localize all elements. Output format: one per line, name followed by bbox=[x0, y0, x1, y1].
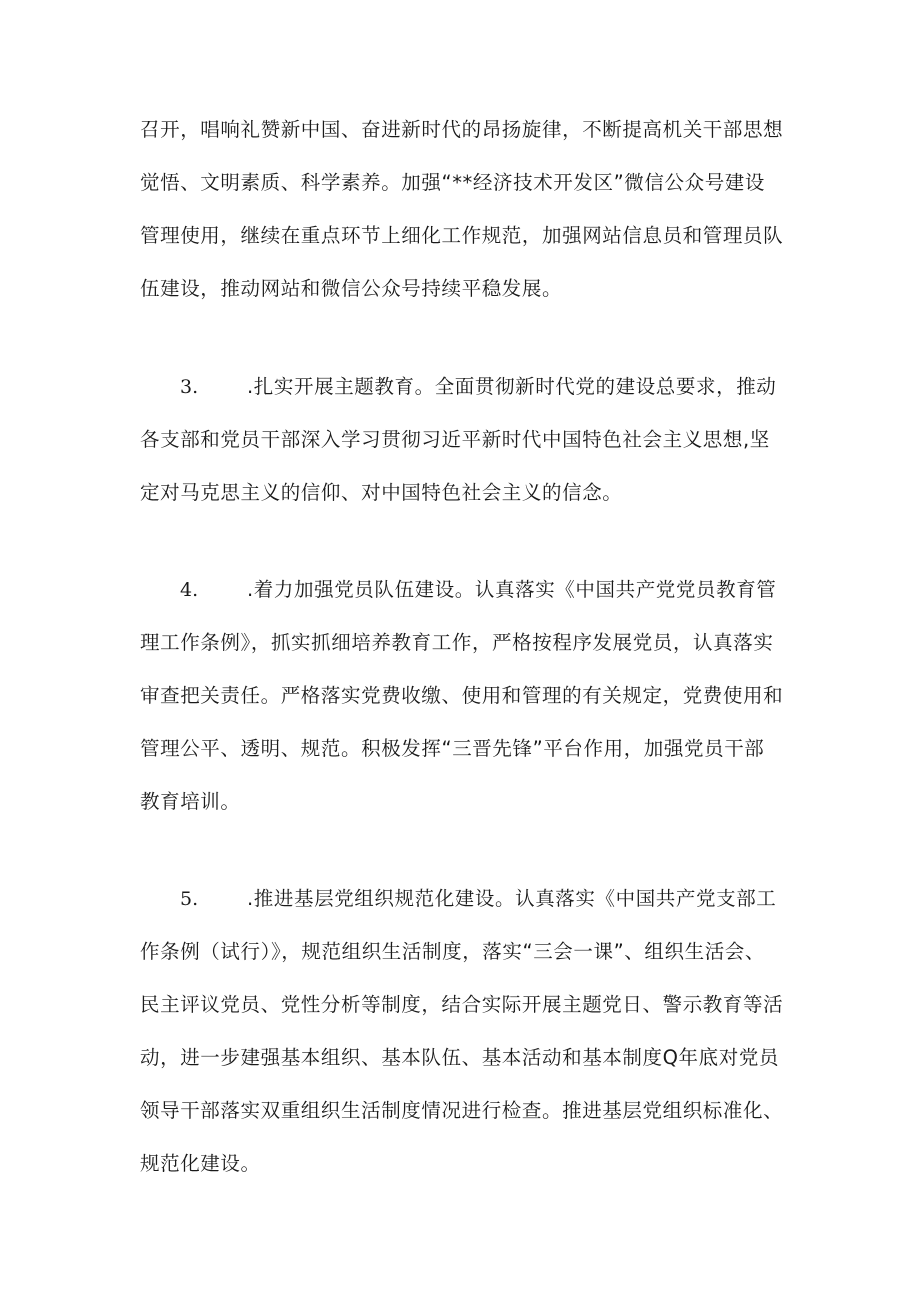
item-heading-line: .扎实开展主题教育。全面贯彻新时代党的建设总要求，推动 bbox=[247, 375, 777, 398]
paragraph-line: 教育培训。 bbox=[140, 790, 241, 813]
paragraph-line: 作条例（试行）》，规范组织生活制度，落实“三会一课”、组织生活会、 bbox=[140, 940, 766, 963]
paragraph-line: 领导干部落实双重组织生活制度情况进行检查。推进基层党组织标准化、 bbox=[140, 1099, 784, 1122]
paragraph-line: 民主评议党员、党性分析等制度，结合实际开展主题党日、警示教育等活 bbox=[140, 993, 784, 1016]
item-number: 4. bbox=[180, 579, 199, 601]
item-heading-line: .着力加强党员队伍建设。认真落实《中国共产党党员教育管 bbox=[247, 578, 777, 601]
paragraph-line: 审查把关责任。严格落实党费收缴、使用和管理的有关规定，党费使用和 bbox=[140, 684, 784, 707]
item-number: 5. bbox=[180, 888, 199, 910]
paragraph-line: 理工作条例》，抓实抓细培养教育工作，严格按程序发展党员，认真落实 bbox=[140, 631, 774, 654]
paragraph-line: 规范化建设。 bbox=[140, 1152, 261, 1175]
paragraph-line: 伍建设，推动网站和微信公众号持续平稳发展。 bbox=[140, 277, 563, 300]
item-number: 3. bbox=[180, 376, 199, 398]
paragraph-line: 觉悟、文明素质、科学素养。加强“**经济技术开发区”微信公众号建设 bbox=[140, 171, 766, 194]
paragraph-line: 召开，唱响礼赞新中国、奋进新时代的昂扬旋律，不断提高机关干部思想 bbox=[140, 118, 784, 141]
paragraph-line: 动，进一步建强基本组织、基本队伍、基本活动和基本制度Q年底对党员 bbox=[140, 1046, 780, 1069]
paragraph-line: 各支部和党员干部深入学习贯彻习近平新时代中国特色社会主义思想,坚 bbox=[140, 428, 770, 451]
paragraph-line: 定对马克思主义的信仰、对中国特色社会主义的信念。 bbox=[140, 481, 623, 504]
paragraph-line: 管理使用，继续在重点环节上细化工作规范，加强网站信息员和管理员队 bbox=[140, 224, 784, 247]
item-heading-line: .推进基层党组织规范化建设。认真落实《中国共产党支部工 bbox=[247, 887, 777, 910]
paragraph-line: 管理公平、透明、规范。积极发挥“三晋先锋”平台作用，加强党员干部 bbox=[140, 737, 765, 760]
